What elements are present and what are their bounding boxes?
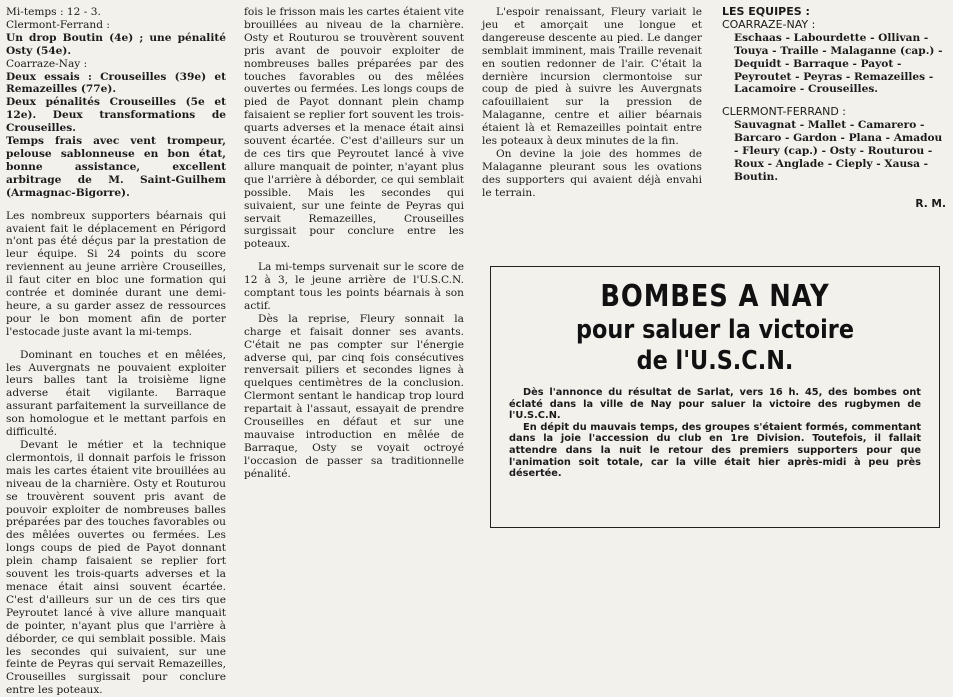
box-paragraph: En dépit du mauvais temps, des groupes s'étaient formés, commentant dans la joie l'accession du club en 1re Division. Toutefois, il fallait attendre dans la nuit le retour des premiers supporters pour que l'animation soit totale, car la ville était hier après-midi à peu près désertée. [509, 421, 921, 480]
box-body [509, 387, 921, 480]
box-subheadline: pour saluer la victoire [576, 315, 854, 345]
article-paragraph: Les nombreux supporters béarnais qui avaient fait le déplacement en Périgord n'ont pas été déçus par la prestation de leur équipe. Si 24 points du score reviennent au jeune arrière Crouseilles, il faut citer en bloc une formation qui contrée et dominée durant une demi-heure, a su garder assez de ressources pour le bon moment afin de porter l'estocade juste avant la mi-temps. [6, 209, 226, 338]
coarraze-kicks: Deux pénalités Crouseilles (5e et 12e). Deux transformations de Crouseilles. [6, 96, 226, 135]
news-box [490, 266, 940, 528]
score-summary [6, 6, 226, 200]
match-conditions: Temps frais avec vent trompeur, pelouse sablonneuse en bon état, bonne assistance, excellent arbitrage de M. Saint-Guilhem (Armagnac-Bigorre). [6, 135, 226, 199]
column-4-teams [722, 6, 946, 211]
column-1 [6, 6, 226, 697]
article-paragraph: L'espoir renaissant, Fleury variait le jeu et amorçait une longue et dangereuse descente au pied. Le danger semblait imminent, mais Traille revenait en soutien redonner de l'air. C'était la dernière incursion clermontoise sur coup de pied à suivre les Auvergnats cafouillaient sur la pression de Malaganne, centre et ailier béarnais étaient là et Remazeilles pointait entre les poteaux à deux minutes de la fin. [482, 6, 702, 148]
author-signature: R. M. [915, 197, 946, 210]
box-headline: BOMBES A NAY [600, 279, 830, 314]
teams-title: LES EQUIPES : [722, 5, 810, 18]
article-paragraph: Dès la reprise, Fleury sonnait la charge et faisait donner ses avants. C'était ne pas compter sur l'énergie adverse qui, par cinq fois consécutives renversait piliers et secondes lignes à quelques centimètres de la conclusion. Clermont sentant le handicap trop lourd repartait à l'assaut, essayait de prendre Crouseilles en défaut et sur une mauvaise introduction en mêlée de Barraque, Osty se voyait octroyé l'occasion de passer sa traditionnelle pénalité. [244, 312, 464, 480]
clermont-scoring: Un drop Boutin (4e) ; une pénalité Osty (54e). [6, 31, 226, 57]
halftime-score: Mi-temps : 12 - 3. [6, 6, 101, 18]
article-paragraph-continued: fois le frisson mais les cartes étaient vite brouillées au niveau de la charnière. Osty et Routurou se trouvèrent souvent pris avant de pouvoir exploiter de nombreuses balles préparées par des touches favorables ou des mêlées ouvertes ou fermées. Les longs coups de pied de Payot donnant plein champ faisaient se replier fort souvent les trois-quarts adverses et la menace était ainsi souvent écartée. C'est d'ailleurs sur un de ces tirs que Peyroutet lancé à vive allure manquait de pointer, n'ayant plus que l'arrière à déborder, ce qui semblait possible. Mais les secondes qui suivaient, sur une feinte de Peyras qui servait Remazeilles, Crouseilles surgissait pour conclure entre les poteaux. [244, 6, 464, 251]
article-paragraph: La mi-temps survenait sur le score de 12 à 3, le jeune arrière de l'U.S.C.N. comptant tous les points béarnais à son actif. [244, 261, 464, 312]
box-subheadline: de l'U.S.C.N. [636, 346, 794, 376]
article-paragraph: On devine la joie des hommes de Malaganne pleurant sous les ovations des supporters qui avaient déjà envahi le terrain. [482, 147, 702, 199]
team-name: CLERMONT-FERRAND : [722, 105, 847, 119]
coarraze-tries: Deux essais : Crouseilles (39e) et Remazeilles (77e). [6, 70, 226, 96]
column-3 [482, 6, 702, 200]
column-2 [244, 6, 464, 481]
article-paragraph: Devant le métier et la technique clermontois, il donnait parfois le frisson mais les cartes étaient vite brouillées au niveau de la charnière. Osty et Routurou se trouvèrent souvent pris avant de pouvoir exploiter de nombreuses balles préparées par des touches favorables ou des mêlées ouvertes ou fermées. Les longs coups de pied de Payot donnant plein champ faisaient se replier fort souvent les trois-quarts adverses et la menace était ainsi souvent écartée. C'est d'ailleurs sur un de ces tirs que Peyroutet lancé à vive allure manquait de pointer, n'ayant plus que l'arrière à déborder, ce qui semblait possible. Mais les secondes qui suivaient, sur une feinte de Peyras qui servait Remazeilles, Crouseilles surgissait pour conclure entre les poteaux. [6, 439, 226, 697]
team-coarraze-label: Coarraze-Nay : [6, 57, 88, 70]
team-players: Sauvagnat - Mallet - Camarero - Barcaro - Gardon - Plana - Amadou - Fleury (cap.) - Osty - Routurou - Roux - Anglade - Cieply - Xausa - Boutin. [734, 119, 943, 183]
article-paragraph: Dominant en touches et en mêlées, les Auvergnats ne pouvaient exploiter leurs balles tant la troisième ligne adverse était vigilante. Barraque assurant parfaitement la surveillance de son homologue et le mettant parfois en difficulté. [6, 348, 226, 439]
team-clermont-label: Clermont-Ferrand : [6, 18, 110, 31]
team-players: Eschaas - Labourdette - Ollivan - Touya - Traille - Malaganne (cap.) - Dequidt - Barraque - Payot - Peyroutet - Peyras - Remazeilles - Lacamoire - Crouseilles. [734, 31, 943, 96]
box-paragraph: Dès l'annonce du résultat de Sarlat, vers 16 h. 45, des bombes ont éclaté dans la ville de Nay pour saluer la victoire des rugbymen de l'U.S.C.N. [509, 387, 921, 422]
team-name: COARRAZE-NAY : [722, 17, 816, 31]
